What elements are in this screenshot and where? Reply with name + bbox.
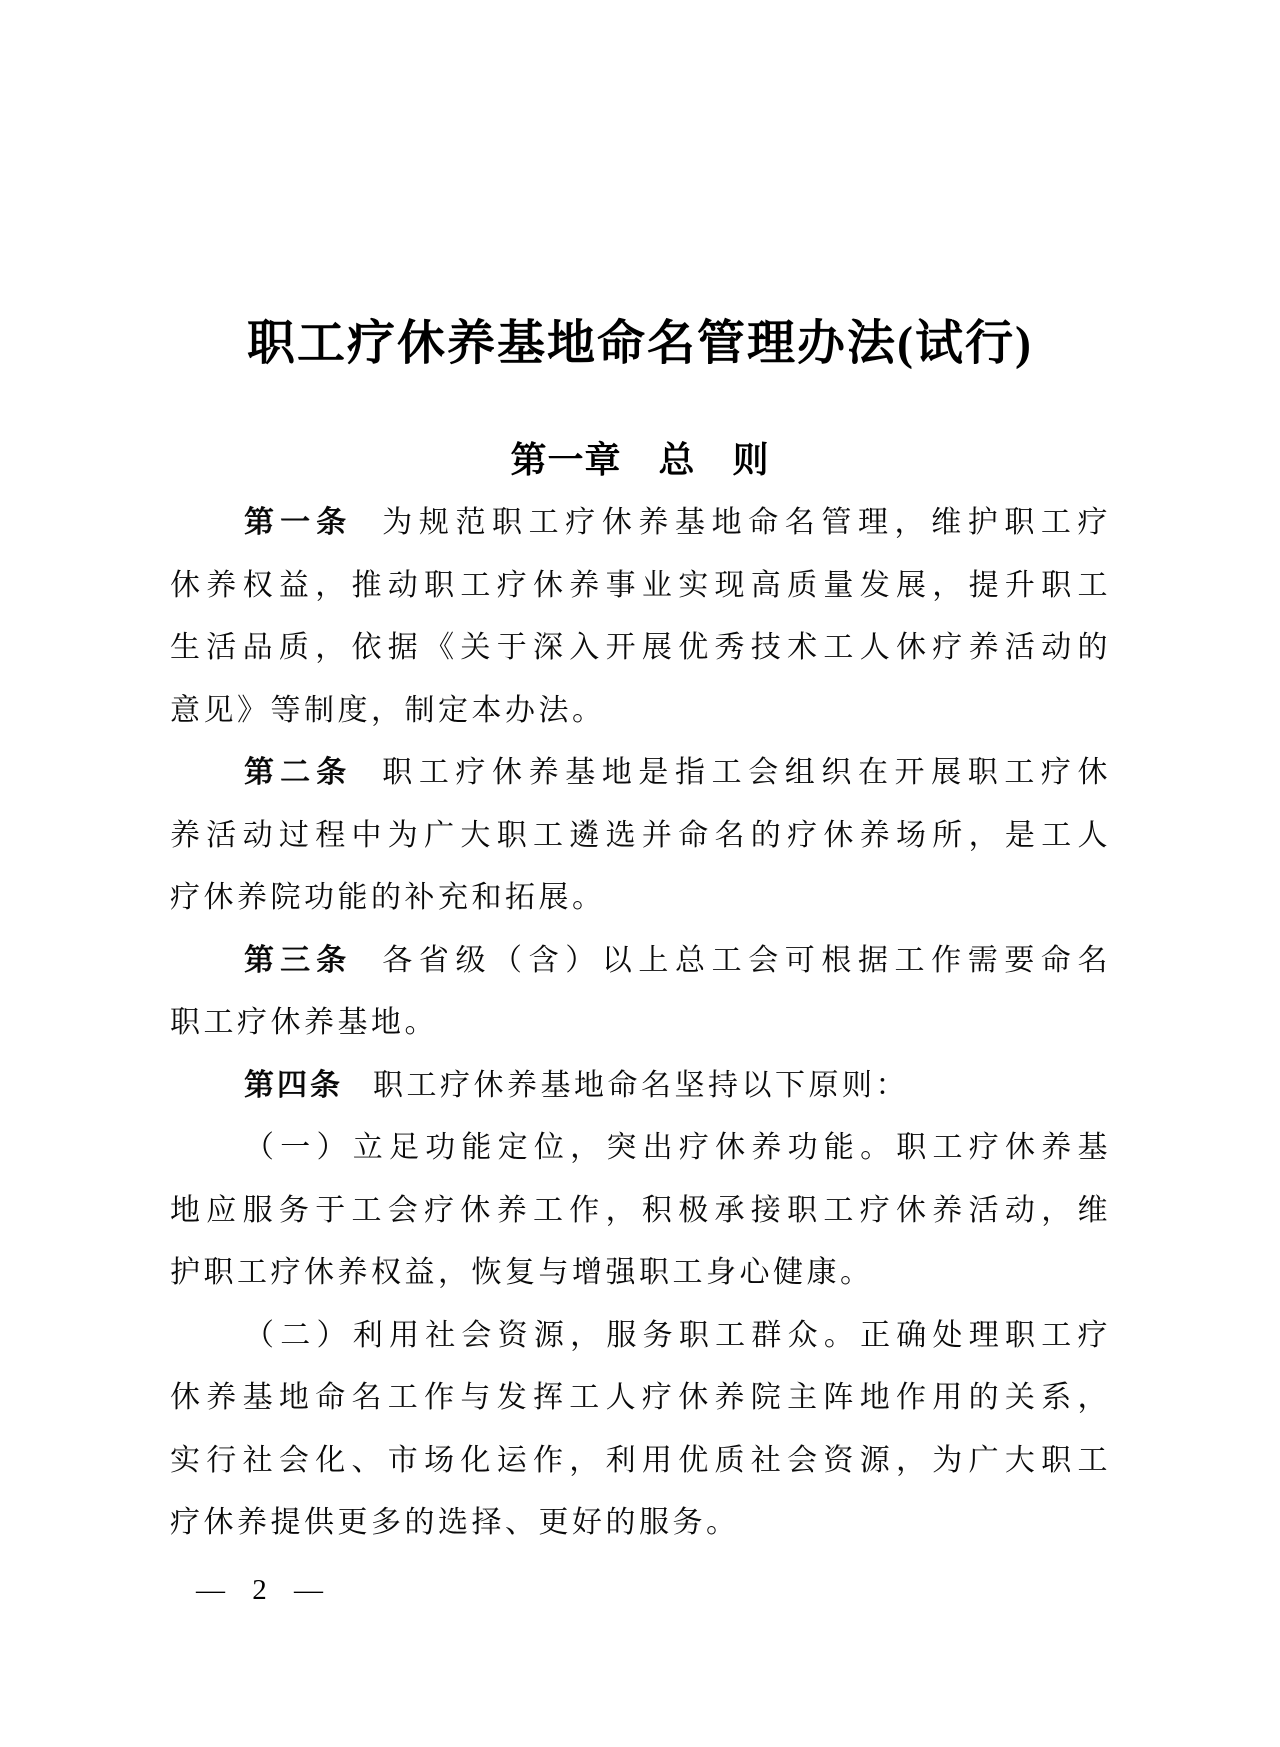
text-line: （二）利用社会资源，服务职工群众。正确处理职工疗 bbox=[244, 1318, 1111, 1352]
text-line bbox=[170, 1055, 1111, 1118]
article-term: 第一条 bbox=[244, 506, 353, 539]
text-line: 意见》等制度，制定本办法。 bbox=[170, 693, 606, 727]
text-line: 护职工疗休养权益，恢复与增强职工身心健康。 bbox=[170, 1256, 874, 1289]
article-term: 第四条 bbox=[244, 1068, 343, 1102]
text-line: 地应服务于工会疗休养工作，积极承接职工疗休养活动，维 bbox=[170, 1193, 1111, 1227]
text-line bbox=[170, 492, 1111, 555]
chapter-heading: 第一章 总 则 bbox=[510, 439, 770, 480]
text-line bbox=[170, 742, 1111, 805]
text-line: 职工疗休养基地。 bbox=[170, 1006, 438, 1039]
document-body bbox=[170, 492, 1111, 1555]
article-term: 第二条 bbox=[244, 756, 353, 789]
text-line: 疗休养提供更多的选择、更好的服务。 bbox=[170, 1506, 740, 1539]
text-line bbox=[170, 930, 1111, 993]
text-line: 生活品质，依据《关于深入开展优秀技术工人休疗养活动的 bbox=[170, 631, 1111, 664]
text-line: 疗休养院功能的补充和拓展。 bbox=[170, 881, 606, 914]
line-text: 职工疗休养基地命名坚持以下原则： bbox=[373, 1068, 909, 1102]
page-number: — 2 — bbox=[196, 1574, 325, 1606]
line-text: 各省级（含）以上总工会可根据工作需要命名 bbox=[382, 943, 1112, 977]
line-text: 职工疗休养基地是指工会组织在开展职工疗休 bbox=[382, 756, 1112, 789]
text-line: 休养基地命名工作与发挥工人疗休养院主阵地作用的关系， bbox=[170, 1381, 1111, 1414]
text-line: 实行社会化、市场化运作，利用优质社会资源，为广大职工 bbox=[170, 1443, 1111, 1477]
article-term: 第三条 bbox=[244, 943, 353, 977]
document-title: 职工疗休养基地命名管理办法(试行) bbox=[247, 317, 1033, 370]
line-text: 为规范职工疗休养基地命名管理，维护职工疗 bbox=[382, 506, 1112, 539]
text-line: 养活动过程中为广大职工遴选并命名的疗休养场所，是工人 bbox=[170, 818, 1111, 852]
text-line: （一）立足功能定位，突出疗休养功能。职工疗休养基 bbox=[244, 1131, 1111, 1164]
text-line: 休养权益，推动职工疗休养事业实现高质量发展，提升职工 bbox=[170, 568, 1111, 602]
